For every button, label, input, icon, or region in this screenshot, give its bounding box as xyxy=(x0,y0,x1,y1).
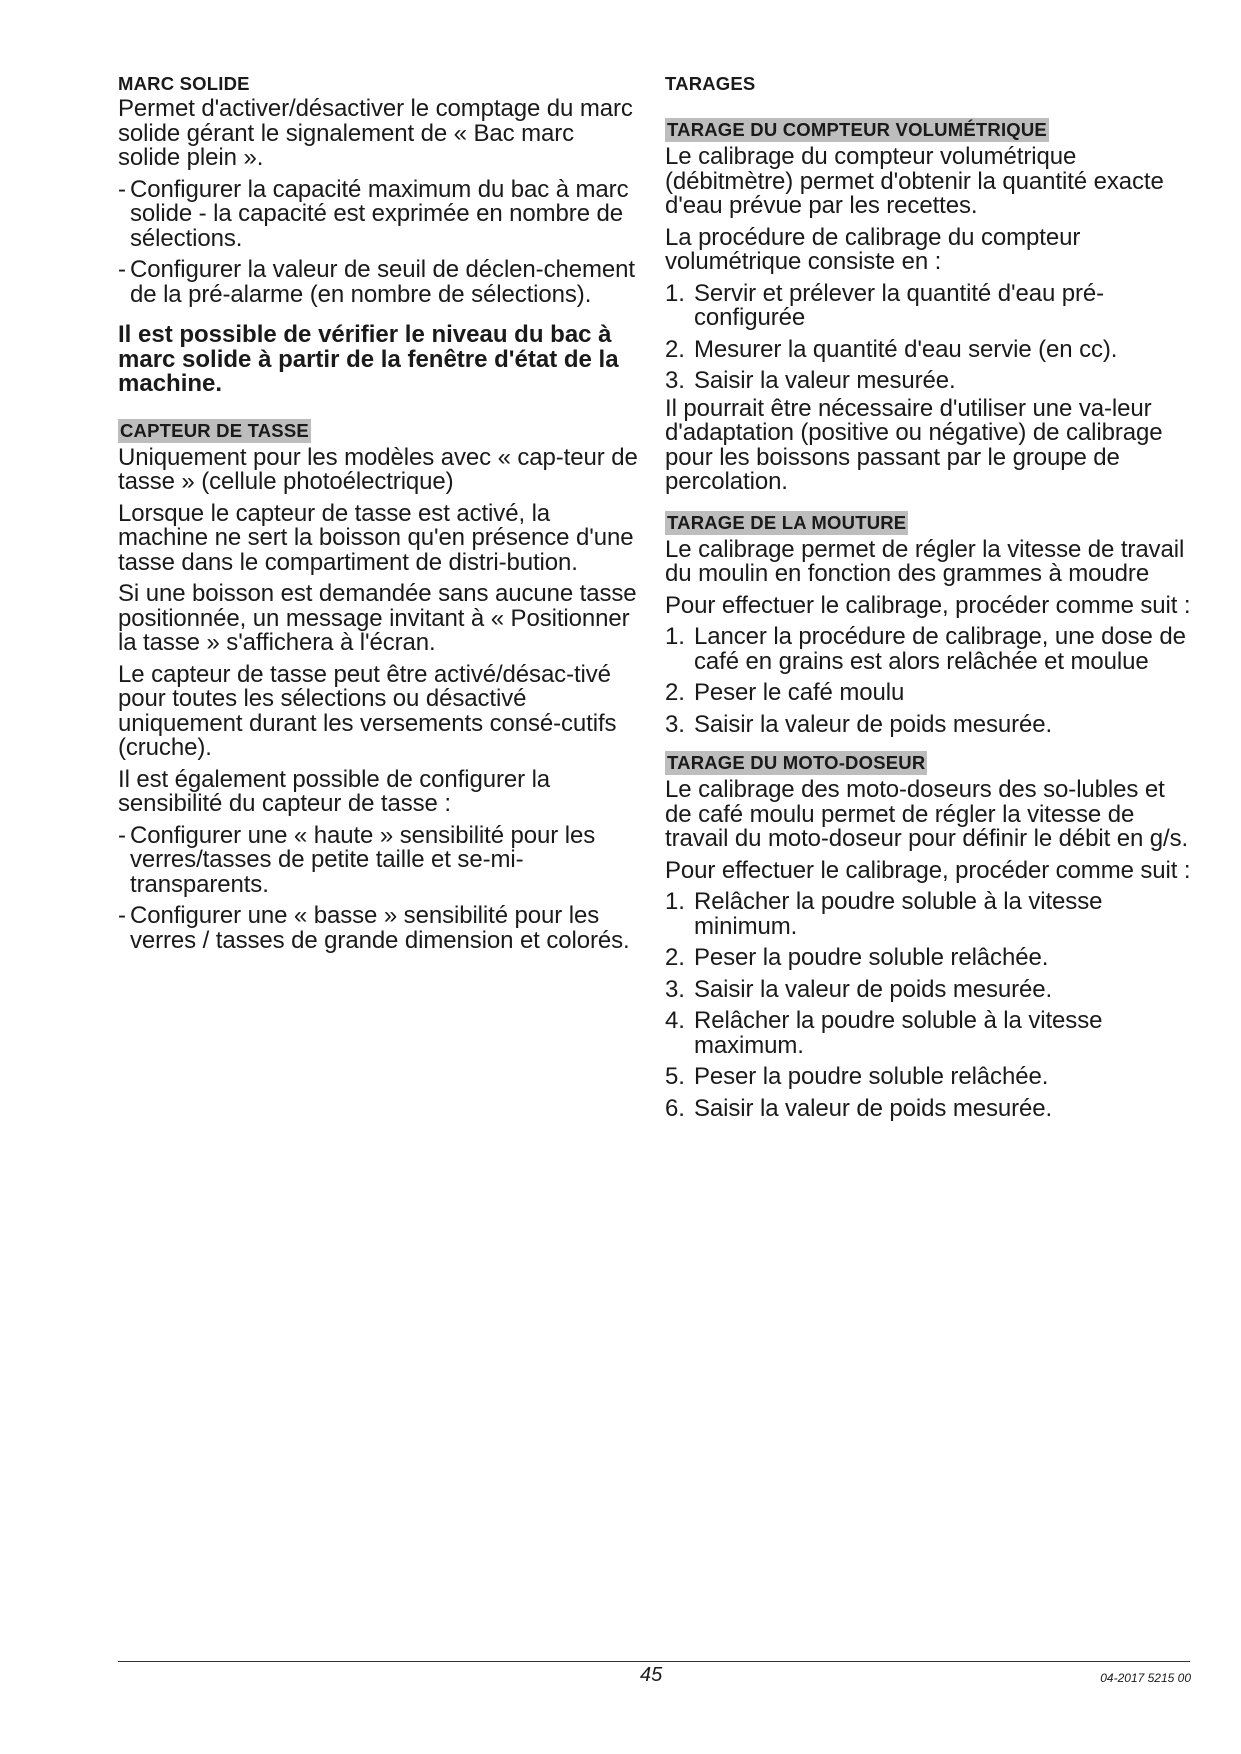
marc-solide-heading: MARC SOLIDE xyxy=(118,73,250,94)
list-item: 1. Servir et prélever la quantité d'eau pré-configurée xyxy=(665,279,1105,331)
mouture-paragraph-2: Pour effectuer le calibrage, procéder comme suit : xyxy=(665,591,1191,619)
marc-solide-note: Il est possible de vérifier le niveau du bac à marc solide à partir de la fenêtre d'état de la machine. xyxy=(118,321,619,397)
left-column xyxy=(118,72,640,960)
capteur-paragraph-1: Uniquement pour les modèles avec « cap-teur de tasse » (cellule photoélectrique) xyxy=(118,443,638,495)
capteur-paragraph-5: Il est également possible de configurer la sensibilité du capteur de tasse : xyxy=(118,765,551,817)
tarage-volumetrique-heading: TARAGE DU COMPTEUR VOLUMÉTRIQUE xyxy=(667,119,1047,140)
page-number: 45 xyxy=(640,1664,663,1686)
capteur-paragraph-3: Si une boisson est demandée sans aucune tasse positionnée, un message invitant à « Positionner la tasse » s'affichera à l'écran. xyxy=(118,580,637,656)
mouture-paragraph-1: Le calibrage permet de régler la vitesse de travail du moulin en fonction des grammes à moudre xyxy=(665,535,1185,587)
list-item: 2. Peser la poudre soluble relâchée. xyxy=(665,944,1049,971)
list-item: 3. Saisir la valeur mesurée. xyxy=(665,367,956,394)
right-column xyxy=(665,72,1195,1128)
list-item: 5. Peser la poudre soluble relâchée. xyxy=(665,1063,1049,1090)
marc-solide-intro: Permet d'activer/désactiver le comptage du marc solide gérant le signalement de « Bac marc solide plein ». xyxy=(118,95,633,171)
list-item: 4. Relâcher la poudre soluble à la vitesse maximum. xyxy=(665,1007,1103,1059)
list-item: 3. Saisir la valeur de poids mesurée. xyxy=(665,710,1053,738)
list-item: 1. Lancer la procédure de calibrage, une dose de café en grains est alors relâchée et moulue xyxy=(665,623,1186,675)
list-item: 3. Saisir la valeur de poids mesurée. xyxy=(665,975,1053,1003)
document-code: 04-2017 5215 00 xyxy=(1100,1671,1191,1685)
capteur-paragraph-2: Lorsque le capteur de tasse est activé, la machine ne sert la boisson qu'en présence d'une tasse dans le compartiment de distri-bution. xyxy=(118,499,634,576)
tarage-moto-doseur-heading: TARAGE DU MOTO-DOSEUR xyxy=(667,752,926,773)
list-item: - Configurer la valeur de seuil de déclen-chement de la pré-alarme (en nombre de sélections). xyxy=(118,256,635,308)
list-item: 2. Peser le café moulu xyxy=(665,679,905,706)
list-item: - Configurer une « haute » sensibilité pour les verres/tasses de petite taille et se-mi-transparents. xyxy=(118,821,596,898)
list-item: 6. Saisir la valeur de poids mesurée. xyxy=(665,1094,1053,1122)
capteur-tasse-heading: CAPTEUR DE TASSE xyxy=(120,419,309,441)
list-item: 2. Mesurer la quantité d'eau servie (en cc). xyxy=(665,335,1118,363)
list-item: - Configurer une « basse » sensibilité pour les verres / tasses de grande dimension et colorés. xyxy=(118,902,630,954)
list-item: - Configurer la capacité maximum du bac à marc solide - la capacité est exprimée en nombre de sélections. xyxy=(118,175,629,252)
tarage-mouture-heading: TARAGE DE LA MOUTURE xyxy=(667,511,907,533)
doseur-paragraph-2: Pour effectuer le calibrage, procéder comme suit : xyxy=(665,856,1191,884)
footer-divider xyxy=(118,1661,1190,1662)
volumetrique-paragraph-3: Il pourrait être nécessaire d'utiliser une va-leur d'adaptation (positive ou négative) de calibrage pour les boissons passant par le groupe de percolation. xyxy=(665,394,1163,495)
capteur-paragraph-4: Le capteur de tasse peut être activé/désac-tivé pour toutes les sélections ou désactivé uniquement durant les versements consé-cutifs (cruche). xyxy=(118,660,617,761)
doseur-paragraph-1: Le calibrage des moto-doseurs des so-lubles et de café moulu permet de régler la vitesse de travail du moto-doseur pour définir le débit en g/s. xyxy=(665,776,1189,852)
volumetrique-paragraph-2: La procédure de calibrage du compteur volumétrique consiste en : xyxy=(665,223,1081,275)
tarages-heading: TARAGES xyxy=(665,73,756,94)
volumetrique-paragraph-1: Le calibrage du compteur volumétrique (débitmètre) permet d'obtenir la quantité exacte d'eau prévue par les recettes. xyxy=(665,143,1164,219)
list-item: 1. Relâcher la poudre soluble à la vitesse minimum. xyxy=(665,888,1103,940)
